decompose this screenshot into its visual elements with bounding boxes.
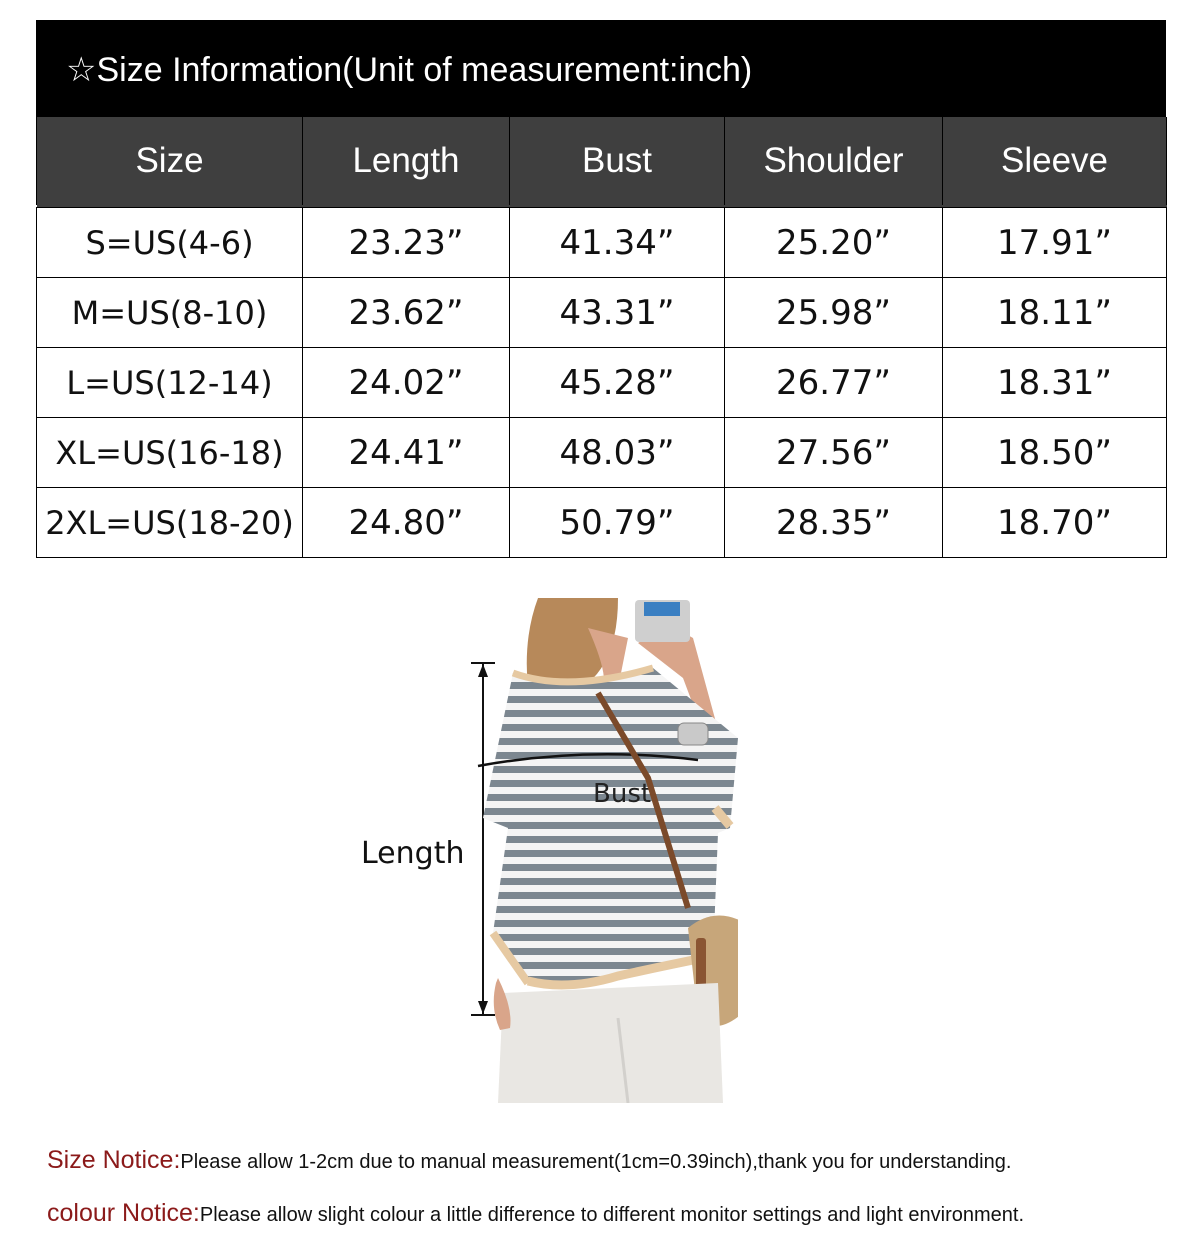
header-shoulder: Shoulder [725, 117, 943, 205]
table-row [37, 488, 1167, 558]
colour-notice-body: Please allow slight colour a little difference to different monitor settings and light environment. [199, 1204, 1025, 1226]
table-row [37, 348, 1167, 418]
cell-sleeve: 18.70” [943, 488, 1167, 558]
cell-size: L=US(12-14) [37, 348, 303, 418]
cell-bust: 50.79” [510, 488, 725, 558]
cell-shoulder: 28.35” [725, 488, 943, 558]
cell-length: 24.41” [303, 418, 510, 488]
cell-shoulder: 25.20” [725, 208, 943, 278]
cell-length: 24.02” [303, 348, 510, 418]
cell-bust: 43.31” [510, 278, 725, 348]
cell-shoulder: 26.77” [725, 348, 943, 418]
header-row [37, 117, 1167, 205]
colour-notice [47, 1199, 1024, 1228]
colour-notice-head: colour Notice: [47, 1199, 200, 1227]
table-row [37, 208, 1167, 278]
cell-sleeve: 18.31” [943, 348, 1167, 418]
cell-bust: 48.03” [510, 418, 725, 488]
cell-shoulder: 25.98” [725, 278, 943, 348]
page-title: ☆Size Information(Unit of measurement:inch) [66, 51, 753, 89]
header-sleeve: Sleeve [943, 117, 1167, 205]
title-bar [36, 20, 1166, 117]
size-notice-body: Please allow 1-2cm due to manual measurement(1cm=0.39inch),thank you for understanding. [180, 1151, 1012, 1173]
cell-size: M=US(8-10) [37, 278, 303, 348]
header-size: Size [37, 117, 303, 205]
cell-sleeve: 17.91” [943, 208, 1167, 278]
cell-sleeve: 18.50” [943, 418, 1167, 488]
bust-label: Bust [593, 779, 652, 809]
header-bust: Bust [510, 117, 725, 205]
size-notice-head: Size Notice: [47, 1146, 181, 1174]
size-table [36, 117, 1167, 558]
cell-size: 2XL=US(18-20) [37, 488, 303, 558]
cell-bust: 45.28” [510, 348, 725, 418]
cell-size: S=US(4-6) [37, 208, 303, 278]
cell-sleeve: 18.11” [943, 278, 1167, 348]
cell-size: XL=US(16-18) [37, 418, 303, 488]
cell-length: 23.62” [303, 278, 510, 348]
cell-shoulder: 27.56” [725, 418, 943, 488]
table-row [37, 418, 1167, 488]
cell-length: 24.80” [303, 488, 510, 558]
cell-bust: 41.34” [510, 208, 725, 278]
model-photo [468, 598, 738, 1103]
header-length: Length [303, 117, 510, 205]
size-notice [47, 1146, 1011, 1175]
length-label: Length [361, 836, 465, 871]
cell-length: 23.23” [303, 208, 510, 278]
table-row [37, 278, 1167, 348]
